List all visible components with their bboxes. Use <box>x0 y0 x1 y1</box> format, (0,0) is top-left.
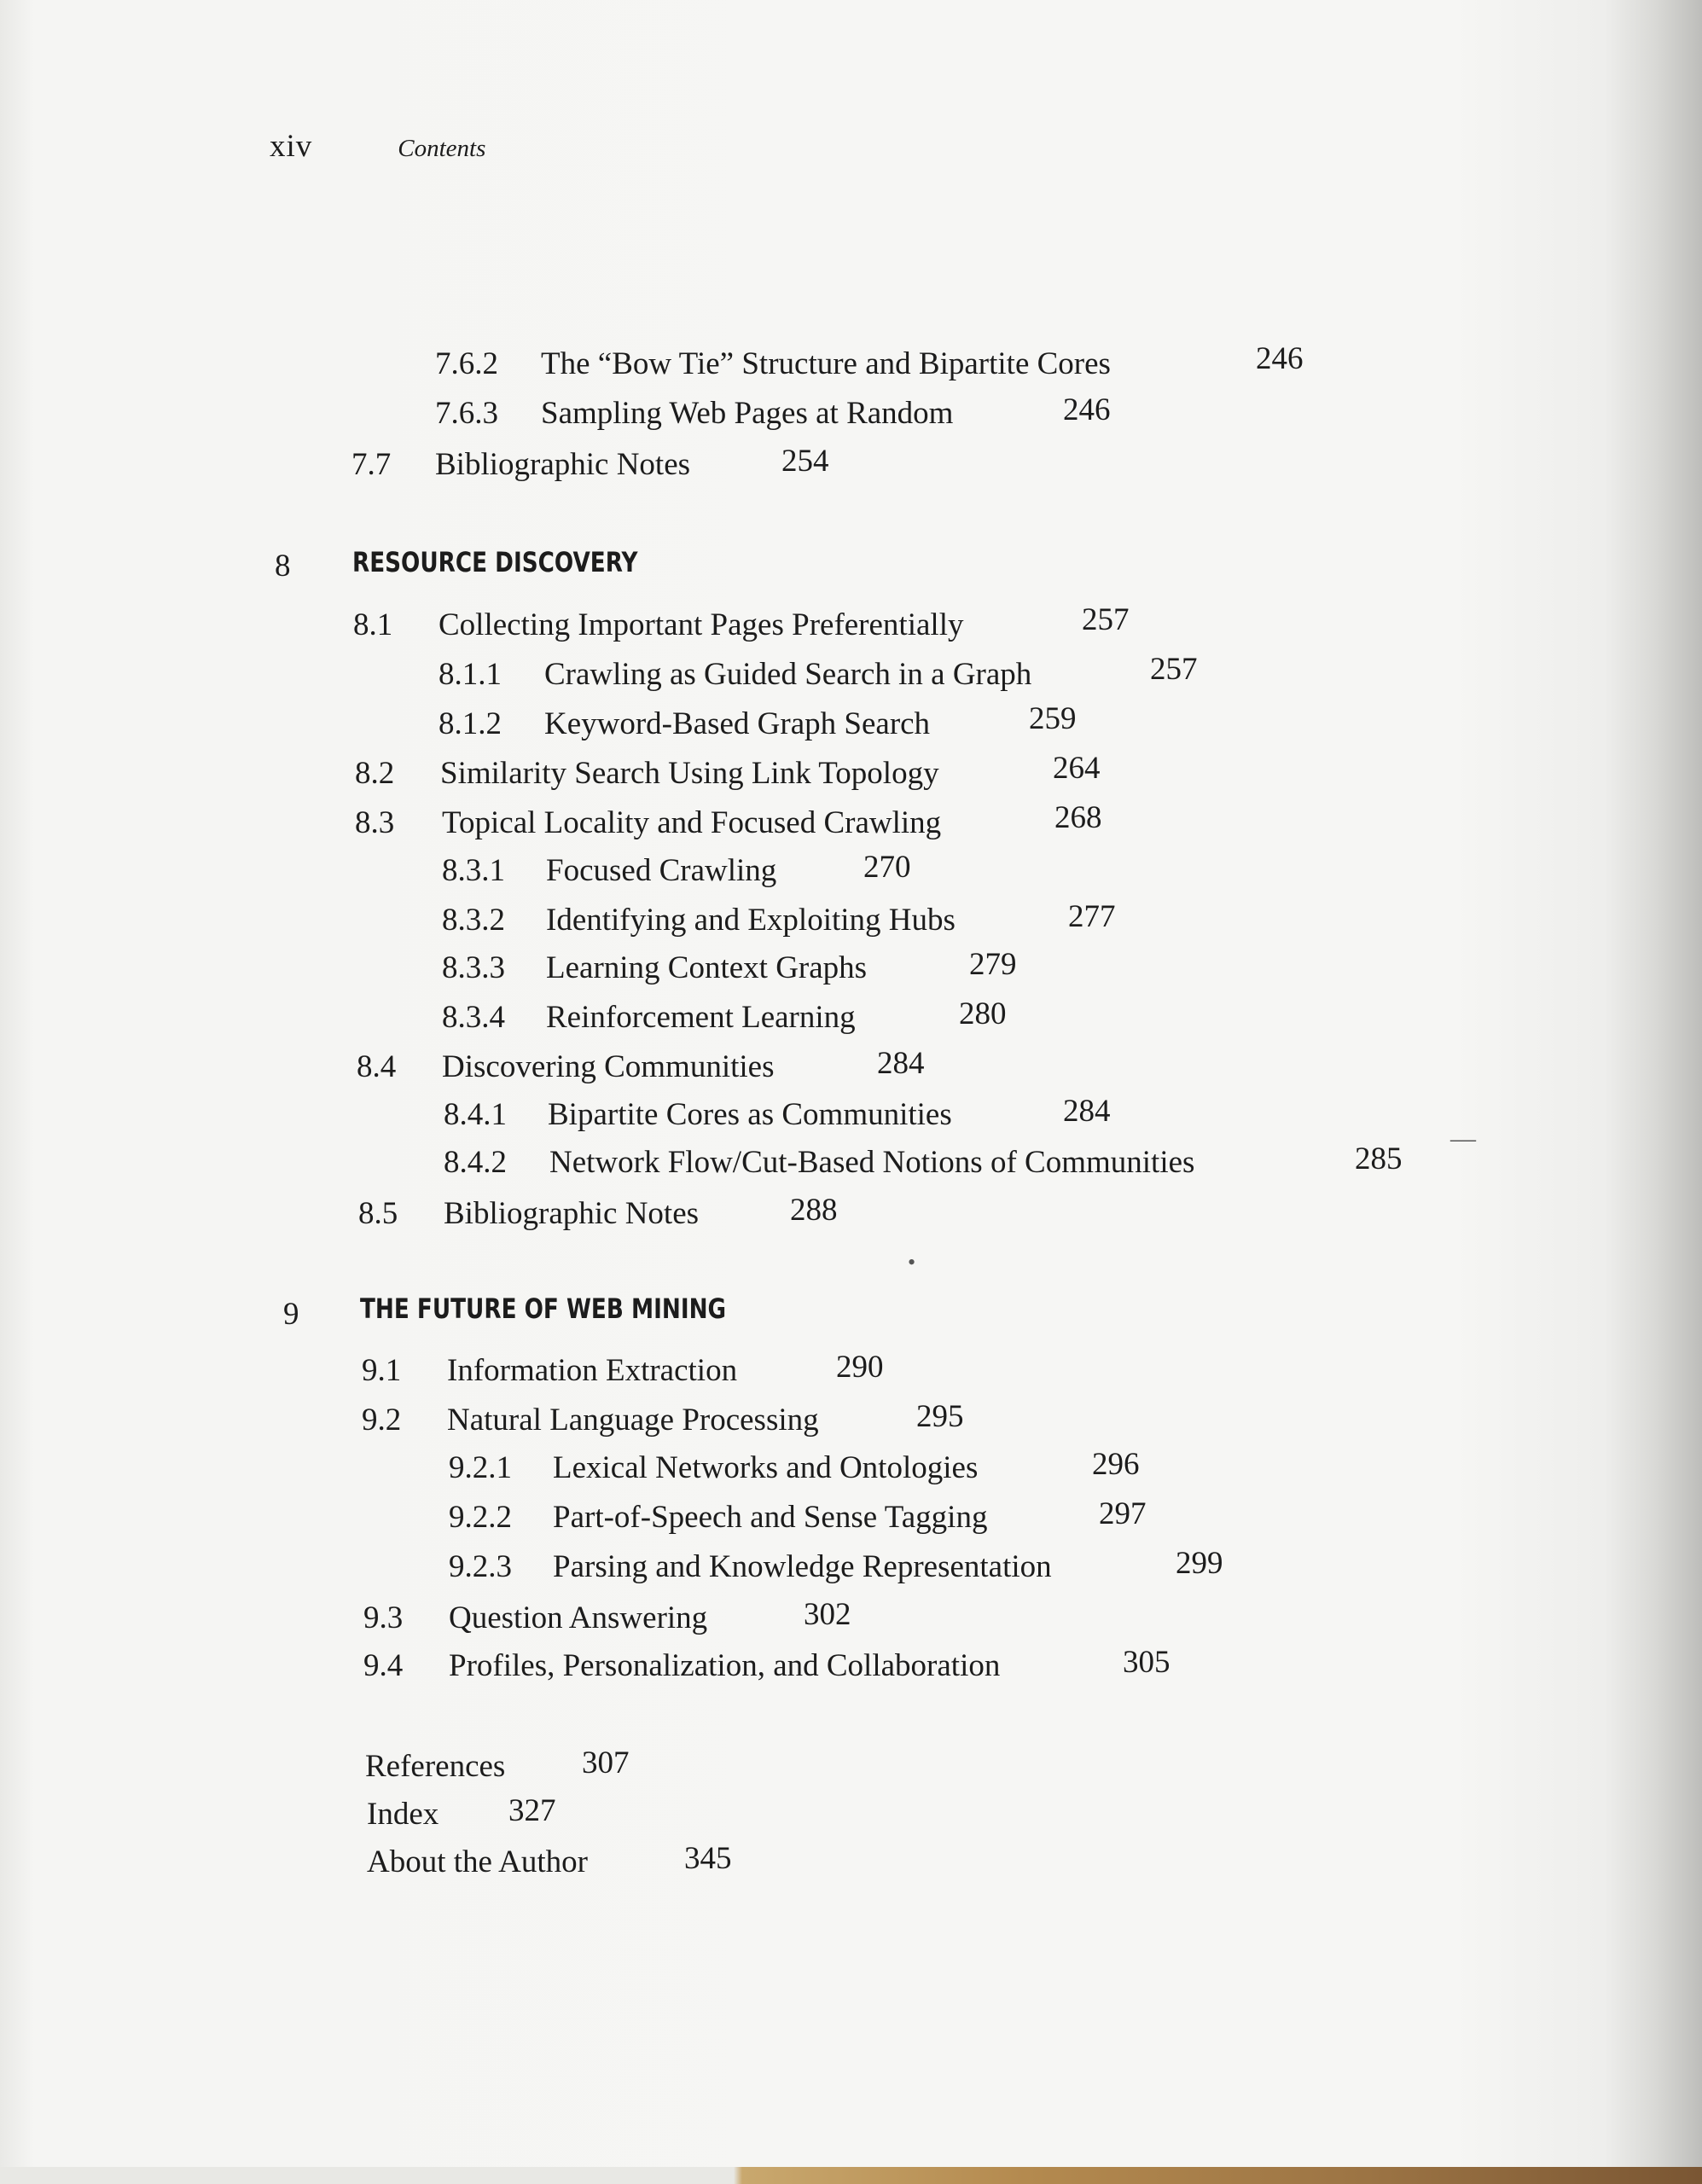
page-number: 297 <box>1099 1496 1147 1531</box>
section-title: Part-of-Speech and Sense Tagging <box>553 1500 988 1535</box>
page-number: 299 <box>1176 1546 1223 1581</box>
section-number: 8.3.4 <box>442 1000 505 1035</box>
page-number: 257 <box>1082 602 1130 637</box>
section-title: Keyword-Based Graph Search <box>544 706 931 741</box>
section-number: 7.6.3 <box>435 396 498 431</box>
page-number: 302 <box>804 1597 851 1632</box>
section-title: Reinforcement Learning <box>546 1000 856 1035</box>
section-number: 8.1 <box>353 607 393 642</box>
page-number: 345 <box>684 1841 732 1876</box>
section-title: Information Extraction <box>447 1353 738 1388</box>
page-number: 268 <box>1054 800 1102 835</box>
page-number: 284 <box>877 1046 925 1081</box>
section-number: 9.2.2 <box>449 1500 512 1535</box>
section-title: Learning Context Graphs <box>546 950 868 985</box>
section-title: Parsing and Knowledge Representation <box>553 1549 1052 1584</box>
section-number: 8.4.2 <box>444 1145 507 1180</box>
page-number: 254 <box>781 444 829 479</box>
page-number: 288 <box>790 1193 838 1228</box>
chapter-number: 9 <box>283 1297 299 1332</box>
back-matter-title: Index <box>367 1797 439 1832</box>
page-number: 327 <box>508 1793 556 1828</box>
section-number: 9.2.1 <box>449 1450 512 1485</box>
section-title: Network Flow/Cut-Based Notions of Communities <box>549 1145 1195 1180</box>
section-number: 8.3.2 <box>442 903 505 938</box>
page-number: 264 <box>1053 751 1101 786</box>
folio: xiv <box>270 129 313 164</box>
page-number: 246 <box>1256 341 1304 376</box>
section-title: Similarity Search Using Link Topology <box>440 756 939 791</box>
page-number: 279 <box>969 947 1017 982</box>
section-number: 8.3.3 <box>442 950 505 985</box>
section-title: Bipartite Cores as Communities <box>548 1097 952 1132</box>
section-title: Collecting Important Pages Preferentially <box>439 607 964 642</box>
page-number: 307 <box>582 1745 630 1780</box>
section-number: 9.4 <box>363 1648 404 1683</box>
section-title: Topical Locality and Focused Crawling <box>442 805 942 840</box>
section-title: Identifying and Exploiting Hubs <box>546 903 956 938</box>
section-title: Profiles, Personalization, and Collaboration <box>449 1648 1001 1683</box>
page-number: 285 <box>1355 1141 1403 1176</box>
section-number: 8.1.1 <box>439 657 502 692</box>
stray-mark-icon: • <box>908 1250 916 1275</box>
chapter-title: THE FUTURE OF WEB MINING <box>360 1292 727 1325</box>
page-number: 295 <box>916 1399 964 1434</box>
page-number: 290 <box>836 1350 884 1385</box>
running-title: Contents <box>398 135 486 162</box>
page-number: 246 <box>1063 392 1111 427</box>
chapter-number: 8 <box>275 549 291 584</box>
page-number: 259 <box>1029 701 1077 736</box>
section-number: 9.1 <box>362 1353 402 1388</box>
background-surface <box>0 2167 1702 2184</box>
back-matter-title: About the Author <box>367 1844 588 1879</box>
section-title: Discovering Communities <box>442 1049 775 1084</box>
section-number: 7.6.2 <box>435 346 498 381</box>
section-number: 7.7 <box>351 447 392 482</box>
section-title: Bibliographic Notes <box>444 1196 700 1231</box>
chapter-title: RESOURCE DISCOVERY <box>352 546 638 578</box>
page-header <box>270 128 485 165</box>
page-number: 280 <box>959 996 1007 1031</box>
section-number: 8.1.2 <box>439 706 502 741</box>
page-number: 257 <box>1150 652 1198 687</box>
section-number: 8.2 <box>355 756 395 791</box>
section-number: 9.3 <box>363 1600 404 1635</box>
section-title: Bibliographic Notes <box>435 447 691 482</box>
section-title: Sampling Web Pages at Random <box>541 396 954 431</box>
section-title: Crawling as Guided Search in a Graph <box>544 657 1032 692</box>
section-number: 8.4 <box>357 1049 397 1084</box>
section-number: 8.4.1 <box>444 1097 507 1132</box>
section-number: 9.2 <box>362 1403 402 1438</box>
stray-mark-icon: — <box>1450 1124 1476 1153</box>
page-number: 296 <box>1092 1447 1140 1482</box>
page-number: 277 <box>1068 899 1116 934</box>
page-number: 284 <box>1063 1094 1111 1129</box>
section-number: 8.5 <box>358 1196 398 1231</box>
section-title: Natural Language Processing <box>447 1403 819 1438</box>
section-number: 8.3.1 <box>442 853 505 888</box>
section-number: 9.2.3 <box>449 1549 512 1584</box>
section-title: Question Answering <box>449 1600 708 1635</box>
section-number: 8.3 <box>355 805 395 840</box>
section-title: Focused Crawling <box>546 853 777 888</box>
section-title: The “Bow Tie” Structure and Bipartite Cores <box>541 346 1111 381</box>
page-number: 305 <box>1123 1645 1170 1680</box>
section-title: Lexical Networks and Ontologies <box>553 1450 979 1485</box>
page-number: 270 <box>863 850 911 885</box>
back-matter-title: References <box>365 1749 506 1784</box>
